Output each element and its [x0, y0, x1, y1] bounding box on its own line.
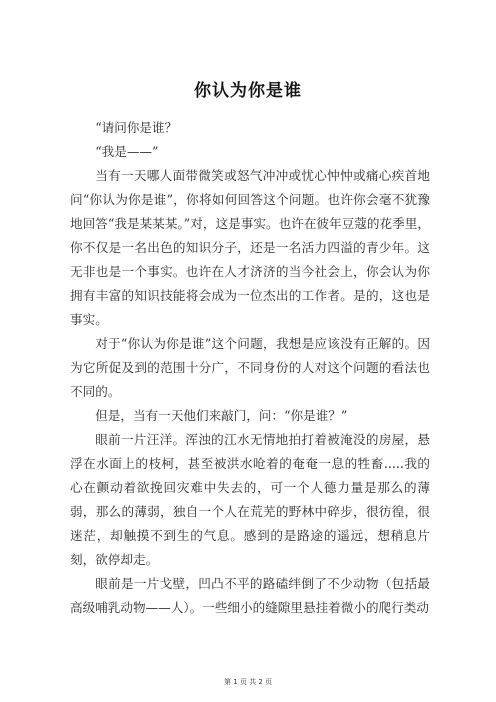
paragraph: 眼前是一片戈壁，凹凸不平的路磕绊倒了不少动物（包括最高级哺乳动物——人）。一些细小的缝隙里悬挂着微小的爬行类动	[70, 576, 430, 615]
paragraph: 对于“你认为你是谁”这个问题，我想是应该没有正解的。因为它所促及到的范围十分广，不同身份的人对这个问题的看法也不同的。	[70, 336, 430, 399]
paragraph: 当有一天哪人面带微笑或怒气冲冲或忧心忡忡或痛心疾首地问“你认为你是谁”，你将如何回答这个问题。也许你会毫不犹豫地回答“我是某某某。”对，这是事实。也许在彼年豆蔻的花季里，你不仅是一名出色的知识分子，还是一名活力四溢的青少年。这无非也是一个事实。也许在人才济济的当今社会上，你会认为你拥有丰富的知识技能将会成为一位杰出的工作者。是的，这也是事实。	[70, 168, 430, 327]
document-title: 你认为你是谁	[194, 81, 302, 101]
paragraph: 但是，当有一天他们来敲门，问：“你是谁？”	[95, 408, 348, 423]
document-body	[70, 116, 430, 620]
page-footer: 第 1 页 共 2 页	[223, 678, 273, 686]
paragraph: 眼前一片汪洋。浑浊的江水无情地拍打着被淹没的房屋，悬浮在水面上的枝柯，甚至被洪水呛着的奄奄一息的牲畜.....我的心在颤动着欲挽回灾难中失去的，可一个人德力量是那么的薄弱，那么的薄弱，独自一个人在荒芜的野林中碎步，很彷徨，很迷茫，却触摸不到生的气息。感到的是路途的遥远，想稍息片刻，欲停却走。	[70, 432, 430, 567]
paragraph: “我是——”	[95, 144, 159, 159]
paragraph: “请问你是谁？	[95, 120, 178, 135]
